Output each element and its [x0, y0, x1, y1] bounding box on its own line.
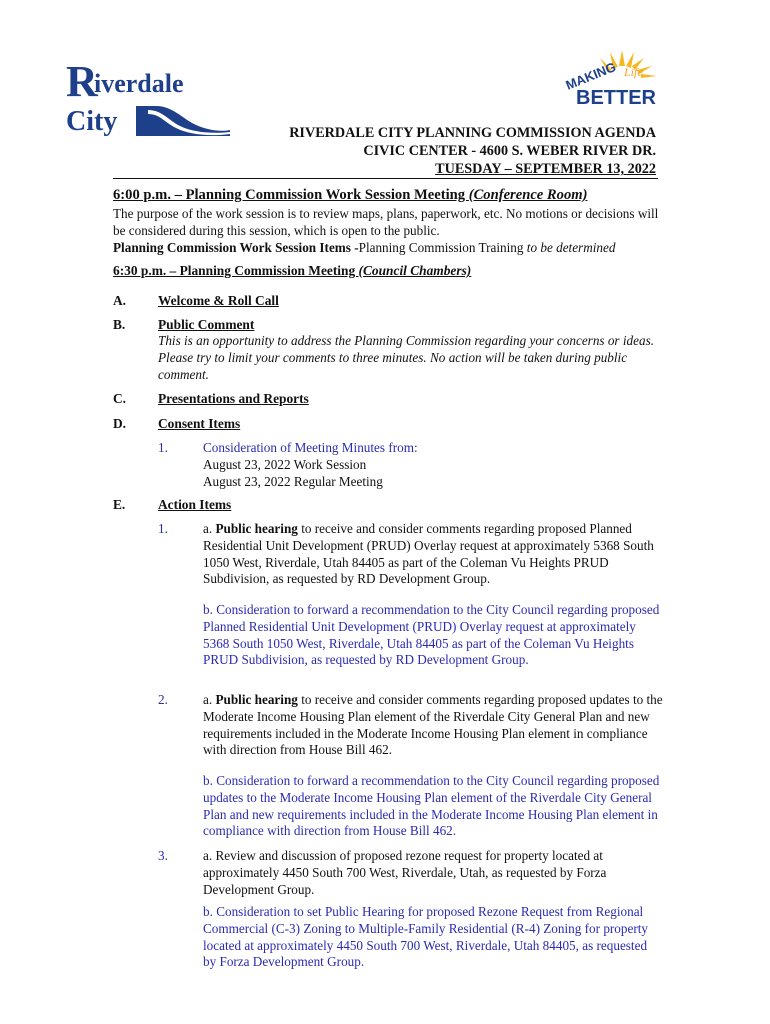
- public-comment-note: This is an opportunity to address the Planning Commission regarding your concerns or ideas. Please try to limit your comments to three minutes. No action will be taken during public comment.: [158, 333, 654, 382]
- action-item-2a-text: to receive and consider comments regarding proposed updates to the Moderate Income Housing Plan element of the Riverdale City General Plan and new requirements included in the Moderate Income Housing Plan element in compliance with direction from House Bill 462.: [203, 692, 663, 758]
- section-e-letter: E.: [113, 497, 126, 512]
- work-session-items-note: to be determined: [526, 240, 616, 255]
- meeting-title-text: 6:30 p.m. – Planning Commission Meeting: [113, 263, 359, 278]
- consent-item-1-number: 1.: [158, 440, 168, 455]
- action-item-1-number: 1.: [158, 521, 168, 536]
- logo-letter-r: R: [66, 58, 98, 106]
- work-session-purpose: The purpose of the work session is to review maps, plans, paperwork, etc. No motions or decisions will be considered during this session, which is open to the public.: [113, 206, 659, 238]
- minutes-regular-meeting: August 23, 2022 Regular Meeting: [203, 473, 383, 489]
- action-item-1a-text: to receive and consider comments regarding proposed Planned Residential Unit Development (PRUD) Overlay request at approximately 5368 South 1050 West, Riverdale, Utah 84405 as part of the Coleman Vu Heights PRUD Subdivision, as requested by RD Development Group.: [203, 521, 654, 587]
- work-session-title-text: 6:00 p.m. – Planning Commission Work Session Meeting: [113, 187, 469, 203]
- action-item-1a: [203, 521, 663, 588]
- logo-city-word: City: [66, 106, 118, 137]
- making-life-better-logo: [562, 46, 662, 108]
- header-rule: [113, 178, 658, 179]
- slogan-life: Life: [624, 65, 643, 79]
- action-item-2a-bold: Public hearing: [215, 692, 298, 707]
- slogan-better: BETTER: [576, 87, 656, 108]
- action-item-2-number: 2.: [158, 692, 168, 707]
- action-item-3a: a. Review and discussion of proposed rezone request for property located at approximately 4450 South 700 West, Riverdale, Utah, as requested by Forza Development Group.: [203, 848, 607, 897]
- work-session-title: [113, 187, 587, 204]
- action-item-2b: b. Consideration to forward a recommendation to the City Council regarding proposed updates to the Moderate Income Housing Plan element of the Riverdale City General Plan and new requirements included in the Moderate Income Housing Plan element in compliance with direction from House Bill 462.: [203, 773, 660, 839]
- agenda-title: RIVERDALE CITY PLANNING COMMISSION AGENDA: [289, 125, 656, 141]
- section-a-letter: A.: [113, 293, 127, 308]
- section-b-title: Public Comment: [158, 317, 255, 332]
- section-e-title: Action Items: [158, 497, 232, 512]
- consent-item-1: [203, 440, 663, 490]
- work-session-items-label: Planning Commission Work Session Items -: [113, 240, 359, 255]
- section-a-title: Welcome & Roll Call: [158, 293, 279, 308]
- action-item-1b: b. Consideration to forward a recommendation to the City Council regarding proposed Planned Residential Unit Development (PRUD) Overlay request at approximately 5368 South 1050 West, Riverdale, Utah 84405 as part of the Coleman Vu Heights PRUD Subdivision, as requested by RD Development Group.: [203, 602, 660, 668]
- section-b-letter: B.: [113, 317, 126, 332]
- work-session-items-text: Planning Commission Training: [358, 240, 527, 255]
- section-d-title: Consent Items: [158, 416, 241, 431]
- action-item-3b: b. Consideration to set Public Hearing for proposed Rezone Request from Regional Commercial (C-3) Zoning to Multiple-Family Residential (R-4) Zoning for property located at approximately 4450 South 700 West, Riverdale, Utah 84405, as requested by Forza Development Group.: [203, 904, 648, 970]
- meeting-location: (Council Chambers): [358, 263, 472, 278]
- slogan-making: MAKING: [563, 59, 619, 93]
- action-item-1a-prefix: a.: [203, 521, 216, 536]
- consent-item-1-title: Consideration of Meeting Minutes from:: [203, 440, 418, 455]
- riverdale-city-logo: [64, 58, 234, 140]
- logo-riverdale-rest: iverdale: [94, 69, 184, 98]
- work-session-items: [113, 240, 661, 257]
- action-item-2a-prefix: a.: [203, 692, 216, 707]
- section-d-letter: D.: [113, 416, 127, 431]
- section-c-letter: C.: [113, 391, 127, 406]
- meeting-title: [113, 263, 661, 280]
- minutes-work-session: August 23, 2022 Work Session: [203, 456, 367, 472]
- venue-address: CIVIC CENTER - 4600 S. WEBER RIVER DR.: [363, 143, 656, 159]
- riverdale-city-logo-graphic: [64, 58, 234, 140]
- action-item-1a-bold: Public hearing: [215, 521, 298, 536]
- section-c-title: Presentations and Reports: [158, 391, 309, 406]
- work-session-location: (Conference Room): [468, 187, 588, 203]
- meeting-date: TUESDAY – SEPTEMBER 13, 2022: [435, 161, 656, 177]
- sunburst-icon: [562, 46, 662, 108]
- action-item-3-number: 3.: [158, 848, 168, 863]
- action-item-2a: [203, 692, 663, 759]
